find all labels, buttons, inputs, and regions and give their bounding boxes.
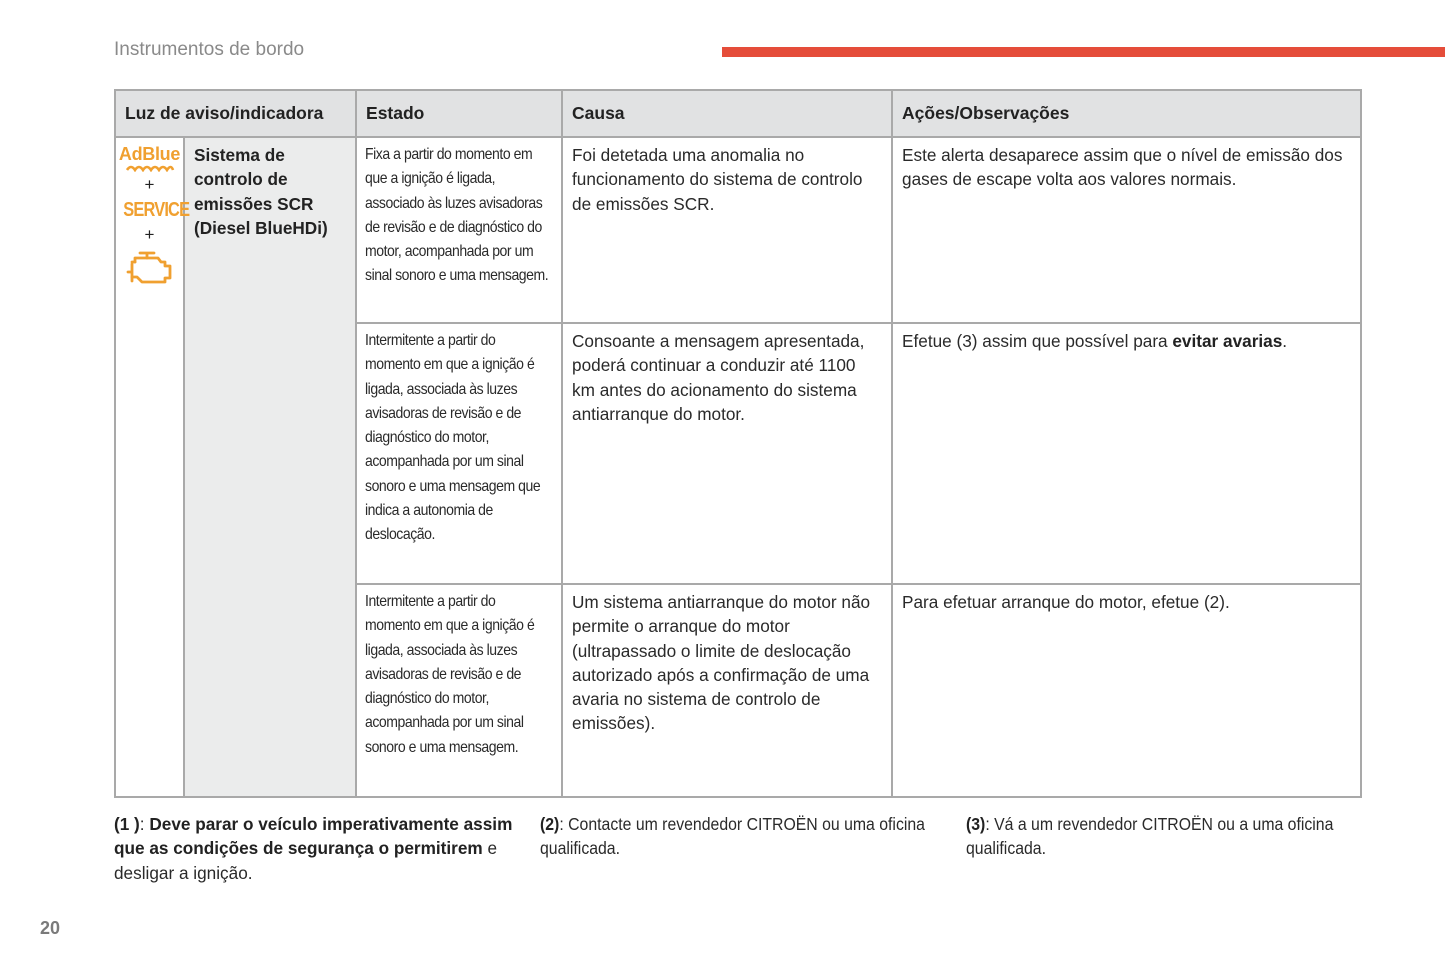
column-header-acoes: Ações/Observações: [892, 90, 1361, 137]
section-title: Instrumentos de bordo: [114, 39, 305, 60]
estado-cell: Intermitente a partir do momento em que a ignição é ligada, associada às luzes avisadoras de revisão e de diagnóstico do motor, acompanhada por um sinal sonoro e uma mensagem.: [356, 584, 562, 797]
causa-cell: Foi detetada uma anomalia no funcionamento do sistema de controlo de emissões SCR.: [562, 137, 892, 323]
footnote-ref: (3): [966, 814, 986, 834]
indicator-icons-cell: [115, 137, 190, 797]
service-icon: SERVICE: [123, 199, 190, 221]
plus-sign: +: [144, 225, 155, 245]
footnote-1: (1 ): Deve parar o veículo imperativamente assim que as condições de segurança o permitirem e desligar a ignição.: [114, 814, 513, 883]
plus-sign: +: [144, 175, 155, 194]
footnote-2: (2): Contacte um revendedor CITROËN ou uma oficina qualificada.: [540, 814, 925, 859]
estado-cell: Intermitente a partir do momento em que a ignição é ligada, associada às luzes avisadoras de revisão e de diagnóstico do motor, acompanhada por um sinal sonoro e uma mensagem que indica a autonomia de deslocação.: [356, 323, 562, 584]
header-accent-bar: [722, 47, 1445, 57]
column-header-causa: Causa: [562, 90, 892, 137]
causa-cell: Um sistema antiarranque do motor não permite o arranque do motor (ultrapassado o limite de deslocação autorizado após a confirmação de uma avaria no sistema de controlo de emissões).: [562, 584, 892, 797]
footnote-emphasis: Deve parar o veículo imperativamente assim que as condições de segurança o permitirem: [114, 814, 513, 859]
acoes-cell: Para efetuar arranque do motor, efetue (2).: [892, 584, 1361, 797]
adblue-icon: AdBlue: [116, 144, 183, 172]
column-header-estado: Estado: [356, 90, 562, 137]
footnote-3: (3): Vá a um revendedor CITROËN ou a uma oficina qualificada.: [966, 814, 1334, 859]
acoes-cell: Este alerta desaparece assim que o nível de emissão dos gases de escape volta aos valores normais.: [892, 137, 1361, 323]
engine-diagnostic-icon: [126, 250, 174, 288]
warning-light-table: [114, 89, 1362, 798]
footnote-ref: (2): [540, 814, 560, 834]
adblue-wave-icon: [125, 164, 175, 172]
table-row: [115, 137, 1361, 323]
table-header-row: [115, 90, 1361, 137]
system-name-cell: Sistema de controlo de emissões SCR (Diesel BlueHDi): [184, 137, 356, 797]
estado-cell: Fixa a partir do momento em que a ignição é ligada, associado às luzes avisadoras de revisão e de diagnóstico do motor, acompanhada por um sinal sonoro e uma mensagem.: [356, 137, 562, 323]
column-header-indicator: Luz de aviso/indicadora: [115, 90, 356, 137]
page-number: 20: [40, 918, 61, 938]
causa-cell: Consoante a mensagem apresentada, poderá continuar a conduzir até 1100 km antes do acionamento do sistema antiarranque do motor.: [562, 323, 892, 584]
acoes-cell: Efetue (3) assim que possível para evitar avarias.: [892, 323, 1361, 584]
emphasis-text: evitar avarias: [1172, 331, 1283, 351]
footnote-ref: (1 ): [114, 814, 140, 834]
